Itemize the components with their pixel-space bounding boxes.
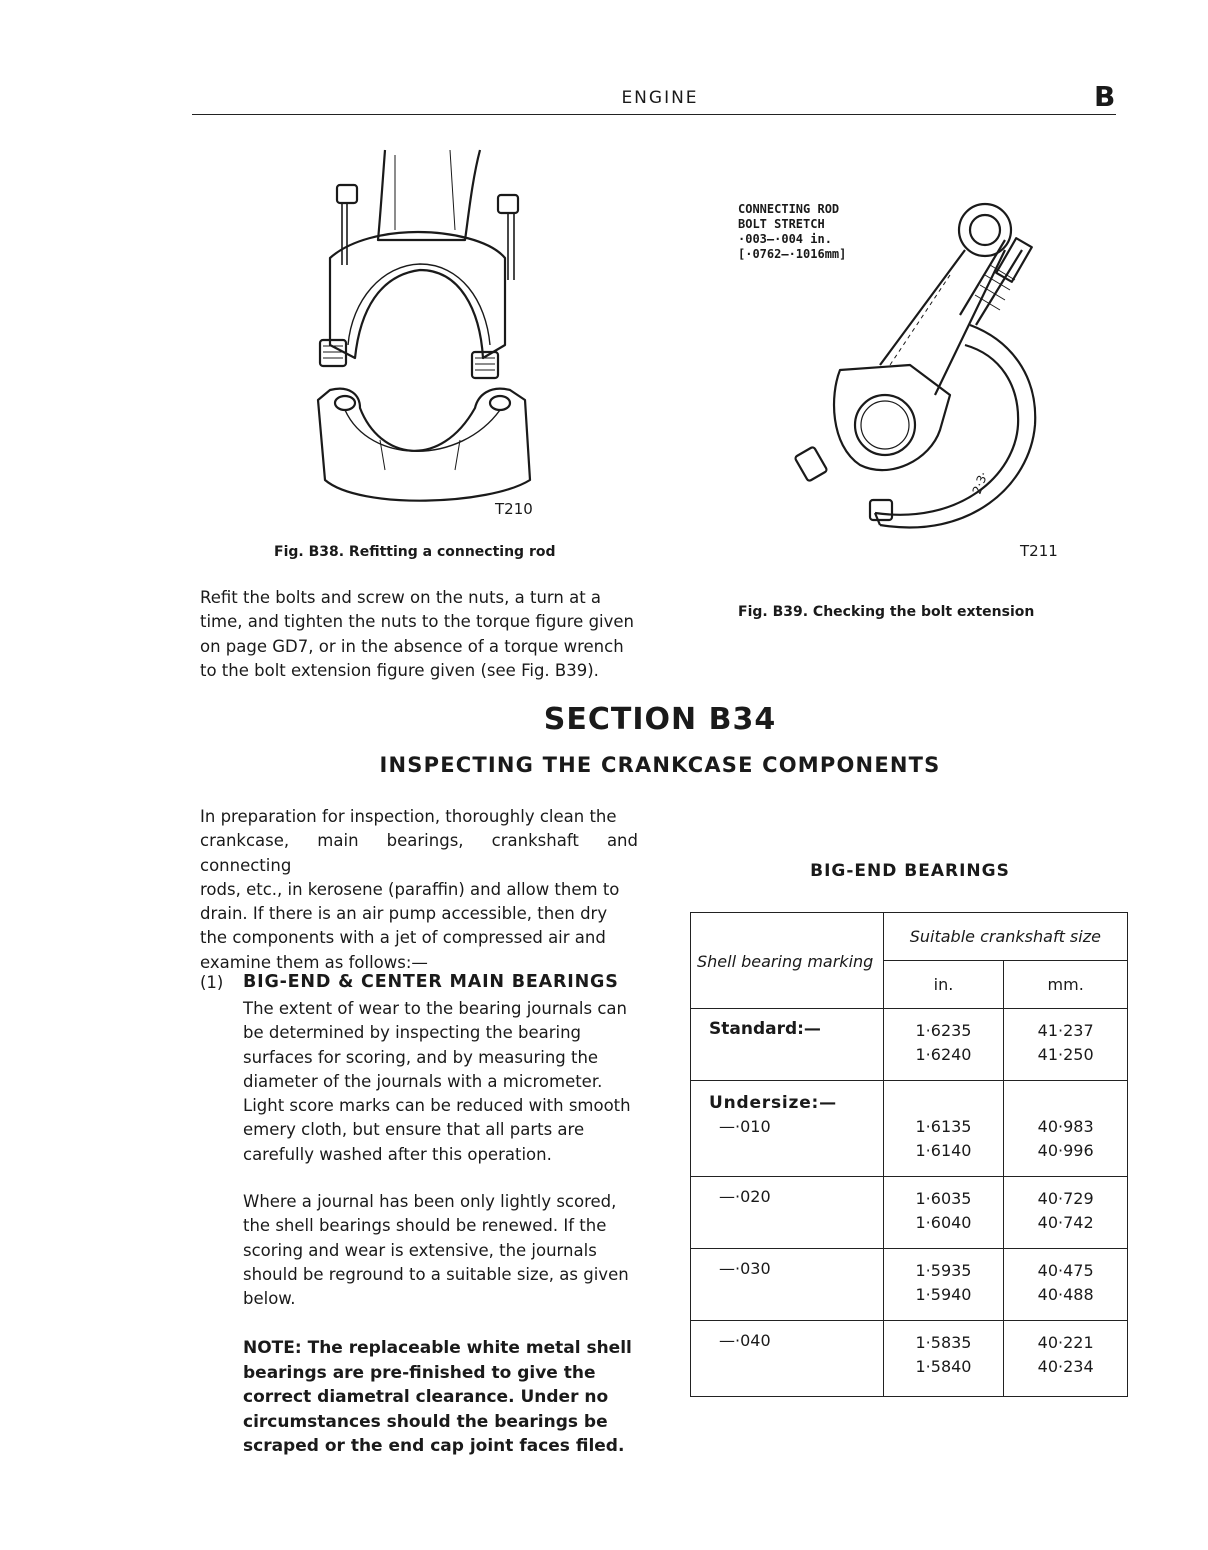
cell-in: [883, 1321, 1004, 1397]
value-mm: 41·250: [1037, 1045, 1094, 1064]
value-in: 1·5835: [915, 1333, 972, 1352]
item1-paragraph1: [243, 997, 641, 1167]
row-label: Standard:—: [691, 1009, 884, 1081]
text-line: Where a journal has been only lightly scored,: [243, 1192, 617, 1211]
cell-in: [883, 1249, 1004, 1321]
text-line: the components with a jet of compressed air and: [200, 928, 606, 948]
item1-note: [243, 1336, 643, 1459]
value-in: 1·6235: [915, 1021, 972, 1040]
column-header-in: in.: [883, 961, 1004, 1009]
table-row: [691, 1249, 1128, 1321]
text-line: should be reground to a suitable size, as given: [243, 1264, 629, 1284]
value-in: 1·5840: [915, 1357, 972, 1376]
text-line: [·0762–·1016mm]: [738, 247, 847, 261]
text-line: carefully washed after this operation.: [243, 1144, 552, 1164]
table-header-row: [691, 913, 1128, 961]
text-line: time, and tighten the nuts to the torque figure given: [200, 612, 635, 632]
table-row: [691, 1177, 1128, 1249]
figure-b38-illustration: [290, 140, 580, 530]
text-line: crankcase, main bearings, crankshaft and connecting: [200, 831, 638, 875]
text-line: Light score marks can be reduced with smooth: [243, 1096, 631, 1116]
figure-b39-caption: Fig. B39. Checking the bolt extension: [738, 604, 1035, 620]
text-line: rods, etc., in kerosene (paraffin) and allow them to: [200, 879, 620, 899]
text-line: The extent of wear to the bearing journals can: [243, 999, 627, 1018]
value-mm: 40·742: [1037, 1213, 1094, 1232]
header-divider: [192, 114, 1116, 115]
intro-paragraph: [200, 805, 638, 975]
undersize-value: —·010: [719, 1117, 771, 1136]
item-number: (1): [200, 973, 224, 992]
text-line: CONNECTING ROD: [738, 202, 840, 216]
text-line: drain. If there is an air pump accessible, then dry: [200, 904, 608, 924]
text-line: be determined by inspecting the bearing: [243, 1023, 582, 1043]
text-line: NOTE: The replaceable white metal shell: [243, 1338, 632, 1358]
text-line: examine them as follows:—: [200, 952, 428, 972]
row-label: —·030: [691, 1249, 884, 1321]
column-header-group: Suitable crankshaft size: [883, 913, 1127, 961]
value-in: 1·6040: [915, 1213, 972, 1232]
text-line: the shell bearings should be renewed. If the: [243, 1216, 607, 1236]
value-in: 1·5940: [915, 1285, 972, 1304]
value-mm: 40·234: [1037, 1357, 1094, 1376]
item1-paragraph2: [243, 1190, 641, 1311]
value-mm: 40·221: [1037, 1333, 1094, 1352]
big-end-bearings-table: [690, 912, 1128, 1397]
value-in: 1·6035: [915, 1189, 972, 1208]
text-line: emery cloth, but ensure that all parts are: [243, 1120, 585, 1140]
row-label: —·020: [691, 1177, 884, 1249]
text-line: surfaces for scoring, and by measuring the: [243, 1047, 599, 1067]
text-line: BOLT STRETCH: [738, 217, 825, 231]
column-header-mm: mm.: [1004, 961, 1128, 1009]
text-line: to the bolt extension figure given (see Fig. B39).: [200, 660, 599, 680]
text-line: ·003–·004 in.: [738, 232, 832, 246]
figure-b39-ref: T211: [1020, 542, 1058, 560]
text-line: Refit the bolts and screw on the nuts, a turn at a: [200, 588, 602, 607]
cell-mm: [1004, 1081, 1128, 1177]
value-mm: 40·729: [1037, 1189, 1094, 1208]
text-line: scoring and wear is extensive, the journals: [243, 1240, 597, 1260]
page-header-title: ENGINE: [621, 88, 699, 108]
figure-b39-illustration: [790, 195, 1050, 565]
value-in: 1·6135: [915, 1117, 972, 1136]
table-title: BIG-END BEARINGS: [810, 861, 1010, 881]
cell-mm: [1004, 1321, 1128, 1397]
table-row: [691, 1081, 1128, 1177]
text-line: In preparation for inspection, thoroughly clean the: [200, 807, 617, 826]
column-header-marking: Shell bearing marking: [691, 913, 884, 1009]
row-label: —·040: [691, 1321, 884, 1397]
figure-b38-ref: T210: [495, 500, 533, 518]
cell-mm: [1004, 1177, 1128, 1249]
refit-paragraph: [200, 586, 640, 683]
table-row: [691, 1321, 1128, 1397]
text-line: scraped or the end cap joint faces filed.: [243, 1436, 625, 1456]
value-mm: 40·488: [1037, 1285, 1094, 1304]
value-mm: 40·983: [1037, 1117, 1094, 1136]
cell-in: [883, 1177, 1004, 1249]
figure-b38-caption: Fig. B38. Refitting a connecting rod: [274, 544, 556, 560]
value-mm: 40·996: [1037, 1141, 1094, 1160]
text-line: bearings are pre-finished to give the: [243, 1362, 596, 1383]
cell-in: [883, 1009, 1004, 1081]
undersize-label: Undersize:—: [709, 1093, 837, 1113]
gauge-mark: 2·3·: [969, 469, 991, 497]
value-in: 1·6140: [915, 1141, 972, 1160]
section-letter: B: [1094, 80, 1116, 113]
value-in: 1·5935: [915, 1261, 972, 1280]
value-in: 1·6240: [915, 1045, 972, 1064]
text-line: correct diametral clearance. Under no: [243, 1387, 609, 1407]
text-line: on page GD7, or in the absence of a torque wrench: [200, 636, 624, 656]
cell-mm: [1004, 1249, 1128, 1321]
cell-mm: [1004, 1009, 1128, 1081]
section-subtitle: INSPECTING THE CRANKCASE COMPONENTS: [379, 753, 941, 777]
text-line: below.: [243, 1289, 296, 1309]
row-label: [691, 1081, 884, 1177]
text-line: diameter of the journals with a micrometer.: [243, 1071, 603, 1091]
value-mm: 40·475: [1037, 1261, 1094, 1280]
text-line: circumstances should the bearings be: [243, 1411, 608, 1432]
table-row: [691, 1009, 1128, 1081]
cell-in: [883, 1081, 1004, 1177]
item-heading: BIG-END & CENTER MAIN BEARINGS: [243, 972, 619, 992]
section-title: SECTION B34: [543, 702, 777, 737]
value-mm: 41·237: [1037, 1021, 1094, 1040]
